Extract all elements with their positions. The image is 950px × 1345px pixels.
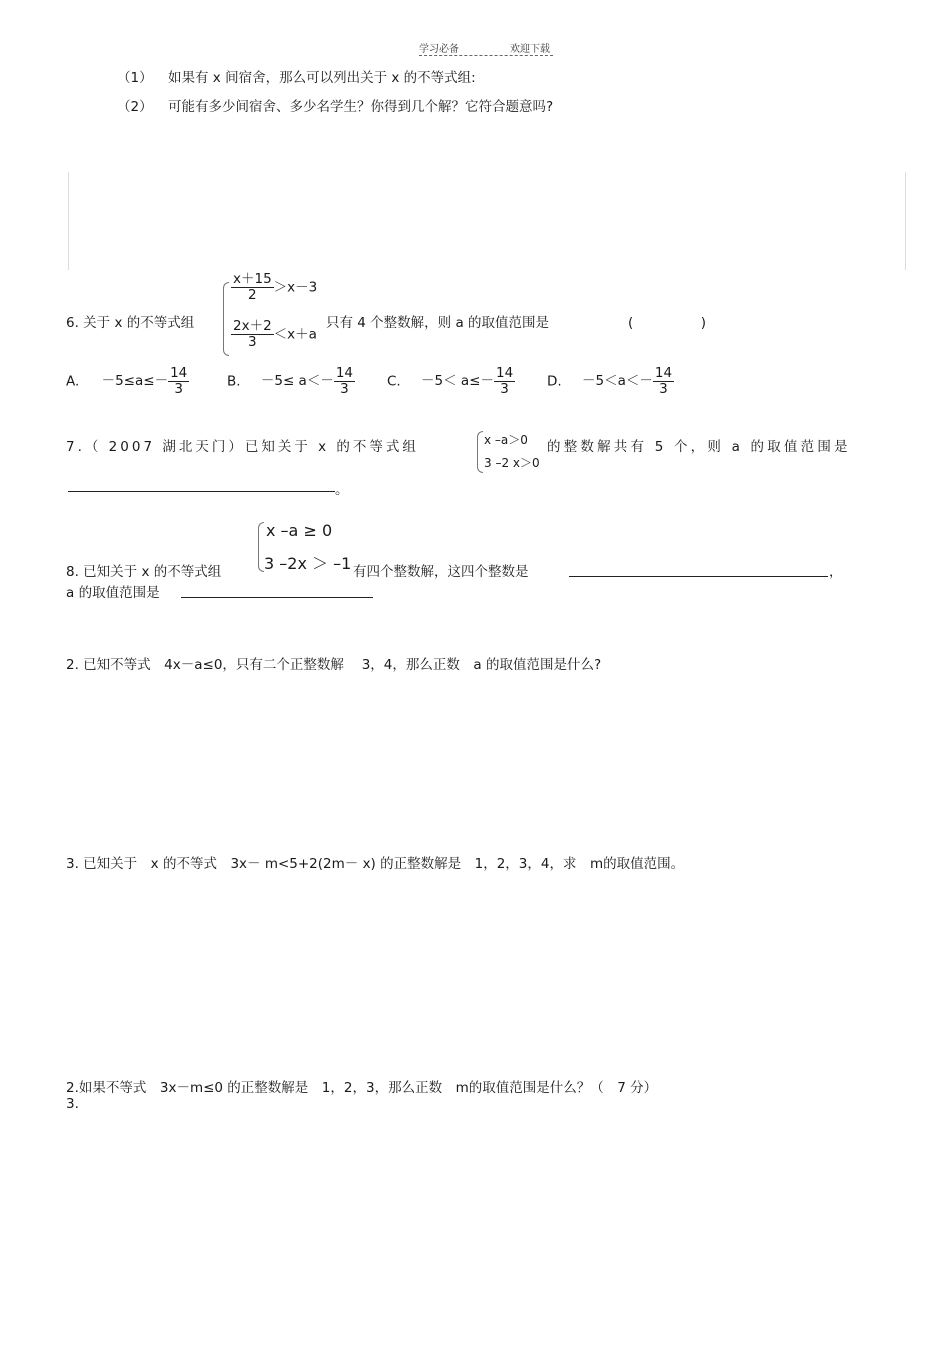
frame-left-edge [68, 172, 69, 270]
q6-prefix: 6. 关于 x 的不等式组 [66, 315, 195, 331]
option-denominator: 3 [494, 381, 515, 397]
problem-2-text: 2. 已知不等式 4x－a≤0，只有二个正整数解 3，4，那么正数 a 的取值范围是什么? [66, 657, 602, 673]
option-numerator: 14 [654, 365, 673, 381]
item-1-number: （1） [117, 70, 153, 86]
q7-answer-blank[interactable] [68, 491, 335, 492]
option-label: C. [387, 373, 401, 390]
q6-inequality-2 [231, 319, 317, 350]
q6-answer-paren: ( ) [628, 315, 707, 331]
q8-inequality-2: 3 –2x ＞ –1 [264, 554, 352, 573]
option-expr: －5＜ a≤－ [421, 373, 494, 390]
q6-inequality-1 [231, 272, 317, 303]
option-expr: －5＜a＜－ [581, 373, 653, 390]
q6-option-a [66, 366, 189, 397]
q6-eq1-numerator: x＋15 [233, 271, 272, 287]
option-numerator: 14 [170, 365, 188, 381]
q8-middle: 有四个整数解，这四个整数是 [353, 564, 529, 580]
q6-eq1-denominator: 2 [231, 287, 274, 303]
q8-range-blank[interactable] [181, 597, 373, 598]
item-2-number: （2） [117, 99, 153, 115]
q6-option-c [387, 366, 515, 397]
q7-inequality-2: 3 –2 x＞0 [484, 456, 540, 470]
option-expr: －5≤ a＜－ [260, 373, 334, 390]
q8-integers-blank[interactable] [569, 576, 828, 577]
q7-brace [477, 431, 483, 473]
frame-right-edge [905, 172, 906, 270]
q6-eq1-rest: ＞x－3 [273, 279, 318, 296]
q6-eq2-numerator: 2x＋2 [233, 318, 272, 334]
option-numerator: 14 [335, 365, 354, 381]
q6-eq2-rest: ＜x＋a [273, 326, 317, 343]
q6-option-b [227, 366, 355, 397]
q7-prefix: 7.（ 2007 湖北天门）已知关于 x 的不等式组 [66, 439, 419, 455]
q8-line2: a 的取值范围是 [66, 585, 160, 601]
problem-2b-text: 2.如果不等式 3x－m≤0 的正整数解是 1，2，3，那么正数 m的取值范围是什么？（ 7 分） [66, 1080, 658, 1096]
q8-inequality-1: x –a ≥ 0 [266, 521, 333, 540]
problem-3-text: 3. 已知关于 x 的不等式 3x－ m<5+2(2m－ x) 的正整数解是 1，2，3，4，求 m的取值范围。 [66, 856, 685, 872]
option-denominator: 3 [334, 381, 355, 397]
q8-prefix: 8. 已知关于 x 的不等式组 [66, 564, 222, 580]
option-label: A. [66, 373, 80, 390]
q6-option-d [547, 366, 674, 397]
q6-eq2-denominator: 3 [231, 334, 274, 350]
option-expr: －5≤a≤－ [101, 373, 169, 390]
q7-inequality-1: x –a＞0 [484, 433, 528, 447]
q8-comma: ， [829, 564, 843, 580]
option-label: B. [227, 373, 241, 390]
header-left: 学习必备 [419, 44, 459, 55]
option-label: D. [547, 373, 562, 390]
problem-3b-text: 3. [66, 1096, 79, 1112]
q6-suffix: 只有 4 个整数解，则 a 的取值范围是 [326, 315, 550, 331]
q7-suffix: 的整数解共有 5 个，则 a 的取值范围是 [547, 439, 851, 455]
option-numerator: 14 [495, 365, 514, 381]
header-right: 欢迎下载 [510, 44, 550, 55]
header-divider [419, 55, 553, 56]
option-denominator: 3 [653, 381, 674, 397]
item-2-text: 可能有多少间宿舍、多少名学生？你得到几个解？它符合题意吗? [168, 99, 554, 115]
option-denominator: 3 [168, 381, 189, 397]
q7-end-mark: 。 [335, 482, 349, 498]
q6-brace [223, 282, 229, 356]
item-1-text: 如果有 x 间宿舍，那么可以列出关于 x 的不等式组: [168, 70, 476, 86]
